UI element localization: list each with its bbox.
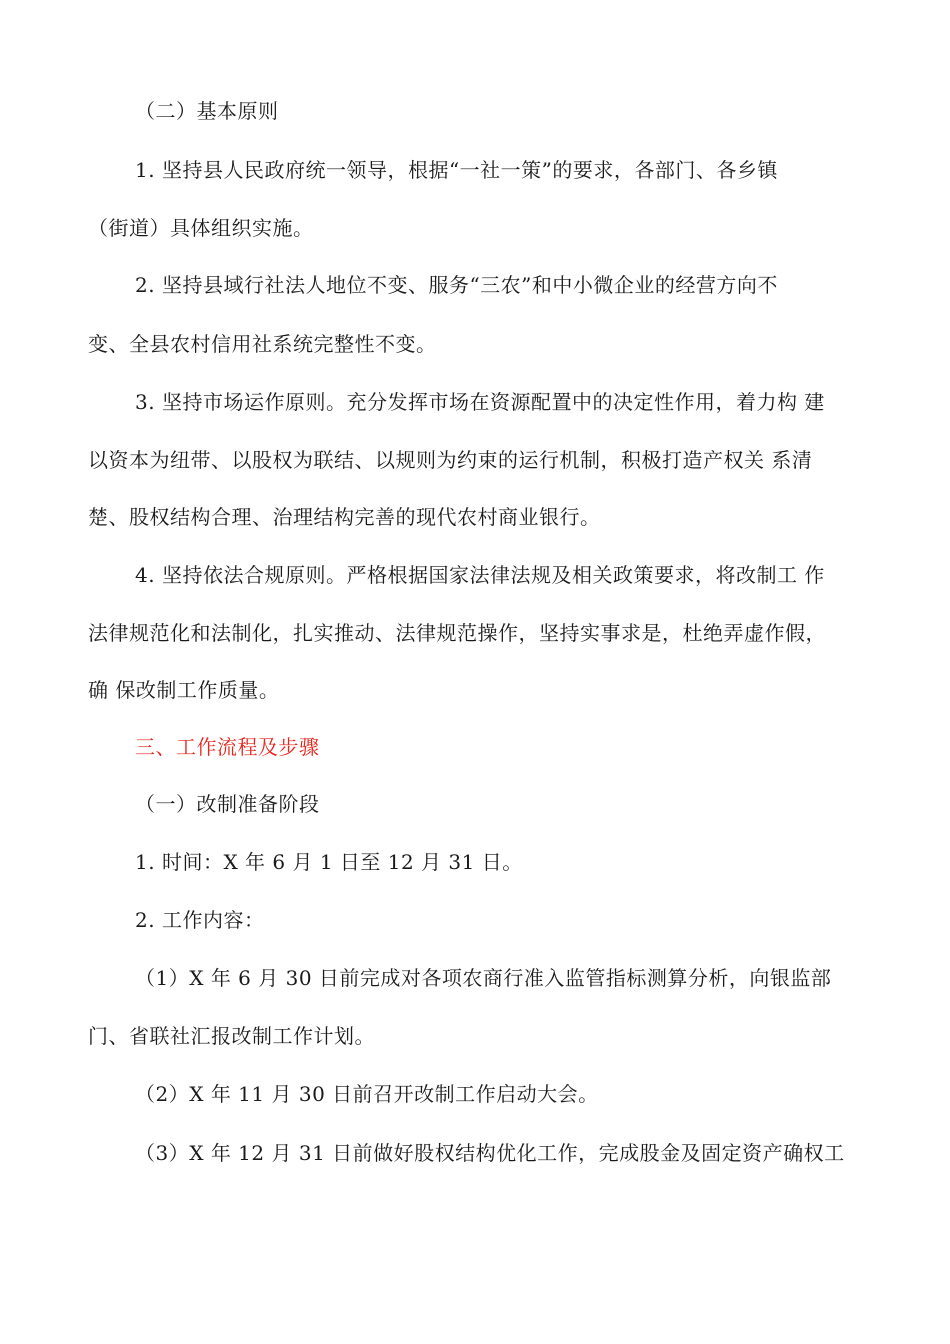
content-2-line-1: （2）X 年 11 月 30 日前召开改制工作启动大会。 <box>135 1082 599 1106</box>
content-1-line-1: （1）X 年 6 月 30 日前完成对各项农商行准入监管指标测算分析，向银监部 <box>135 966 832 990</box>
principle-3-line-3: 楚、股权结构合理、治理结构完善的现代农村商业银行。 <box>88 505 601 529</box>
principle-3-line-1: 3. 坚持市场运作原则。充分发挥市场在资源配置中的决定性作用，着力构 建 <box>135 390 825 414</box>
content-3-line-1: （3）X 年 12 月 31 日前做好股权结构优化工作，完成股金及固定资产确权工 <box>135 1141 845 1165</box>
principle-1-line-1: 1. 坚持县人民政府统一领导，根据“一社一策”的要求，各部门、各乡镇 <box>135 158 778 182</box>
principle-3-line-2: 以资本为纽带、以股权为联结、以规则为约束的运行机制，积极打造产权关 系清 <box>88 448 813 472</box>
heading-basic-principles: （二）基本原则 <box>135 99 279 123</box>
content-1-line-2: 门、省联社汇报改制工作计划。 <box>88 1024 375 1048</box>
section-3-heading: 三、工作流程及步骤 <box>135 735 320 759</box>
principle-4-line-2: 法律规范化和法制化，扎实推动、法律规范操作，坚持实事求是，杜绝弄虚作假， <box>88 621 826 645</box>
principle-4-line-1: 4. 坚持依法合规原则。严格根据国家法律法规及相关政策要求，将改制工 作 <box>135 563 825 587</box>
principle-1-line-2: （街道）具体组织实施。 <box>88 216 314 240</box>
item-time: 1. 时间：X 年 6 月 1 日至 12 月 31 日。 <box>135 850 523 874</box>
principle-2-line-2: 变、全县农村信用社系统完整性不变。 <box>88 332 437 356</box>
item-content: 2. 工作内容： <box>135 908 265 932</box>
principle-2-line-1: 2. 坚持县域行社法人地位不变、服务“三农”和中小微企业的经营方向不 <box>135 273 778 297</box>
principle-4-line-3: 确 保改制工作质量。 <box>88 678 280 702</box>
sub-1-heading: （一）改制准备阶段 <box>135 792 320 816</box>
